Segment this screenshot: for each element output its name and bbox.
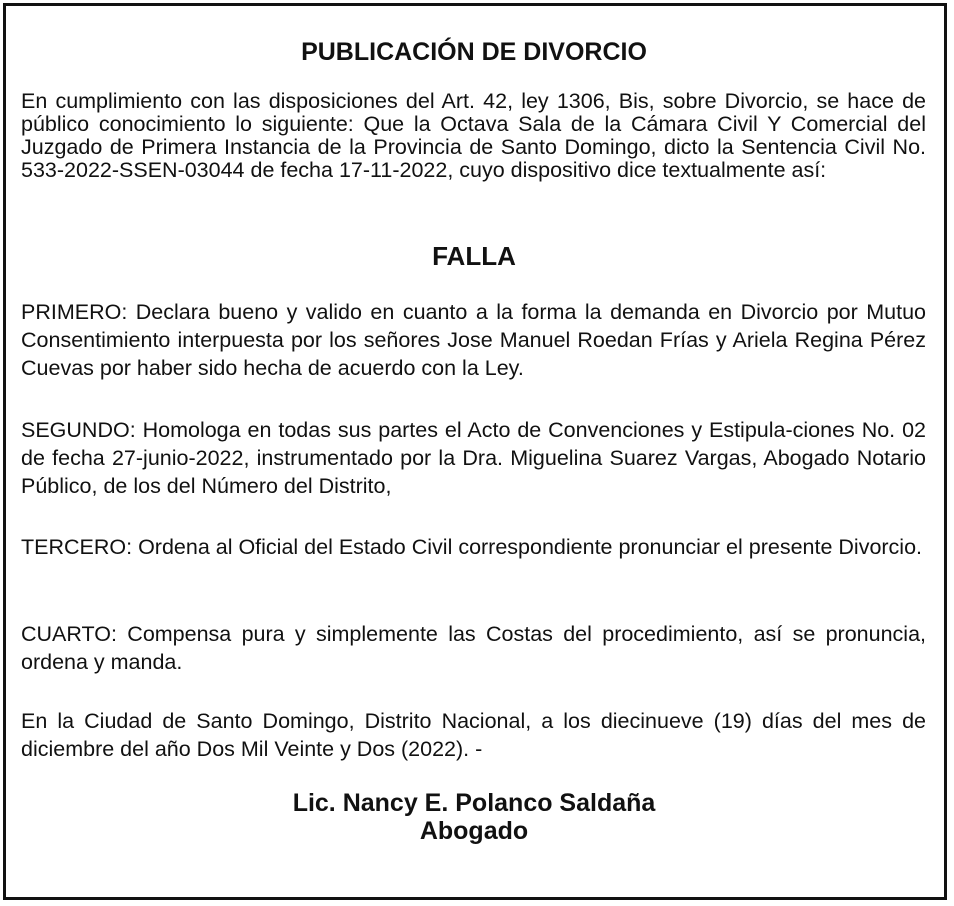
segundo-paragraph: SEGUNDO: Homologa en todas sus partes el Acto de Convenciones y Estipula-ciones No. 02 de fecha 27-junio-2022, instrumentado por la Dra. Miguelina Suarez Vargas, Abogado Notario Público, de los del Número del Distrito, bbox=[21, 418, 926, 498]
intro-paragraph: En cumplimiento con las disposiciones del Art. 42, ley 1306, Bis, sobre Divorcio, se hace de público conocimiento lo siguiente: Que la Octava Sala de la Cámara Civil Y Comercial del Juzgado de Primera Instancia de la Provincia de Santo Domingo, dicto la Sentencia Civil No. 533-2022-SSEN-03044 de fecha 17-11-2022, cuyo dispositivo dice textualmente así: bbox=[21, 89, 926, 182]
falla-heading: FALLA bbox=[432, 241, 516, 271]
cuarto-paragraph: CUARTO: Compensa pura y simplemente las Costas del procedimiento, así se pronuncia, ordena y manda. bbox=[21, 622, 926, 674]
notice-title: PUBLICACIÓN DE DIVORCIO bbox=[301, 38, 647, 66]
closing-paragraph: En la Ciudad de Santo Domingo, Distrito Nacional, a los diecinueve (19) días del mes de diciembre del año Dos Mil Veinte y Dos (2022). - bbox=[21, 709, 926, 761]
signer-name: Lic. Nancy E. Polanco Saldaña bbox=[292, 789, 656, 817]
signer-role: Abogado bbox=[419, 817, 529, 845]
tercero-paragraph: TERCERO: Ordena al Oficial del Estado Civil correspondiente pronunciar el presente Divorcio. bbox=[21, 535, 923, 559]
primero-paragraph: PRIMERO: Declara bueno y valido en cuanto a la forma la demanda en Divorcio por Mutuo Consentimiento interpuesta por los señores Jose Manuel Roedan Frías y Ariela Regina Pérez Cuevas por haber sido hecha de acuerdo con la Ley. bbox=[21, 300, 926, 380]
